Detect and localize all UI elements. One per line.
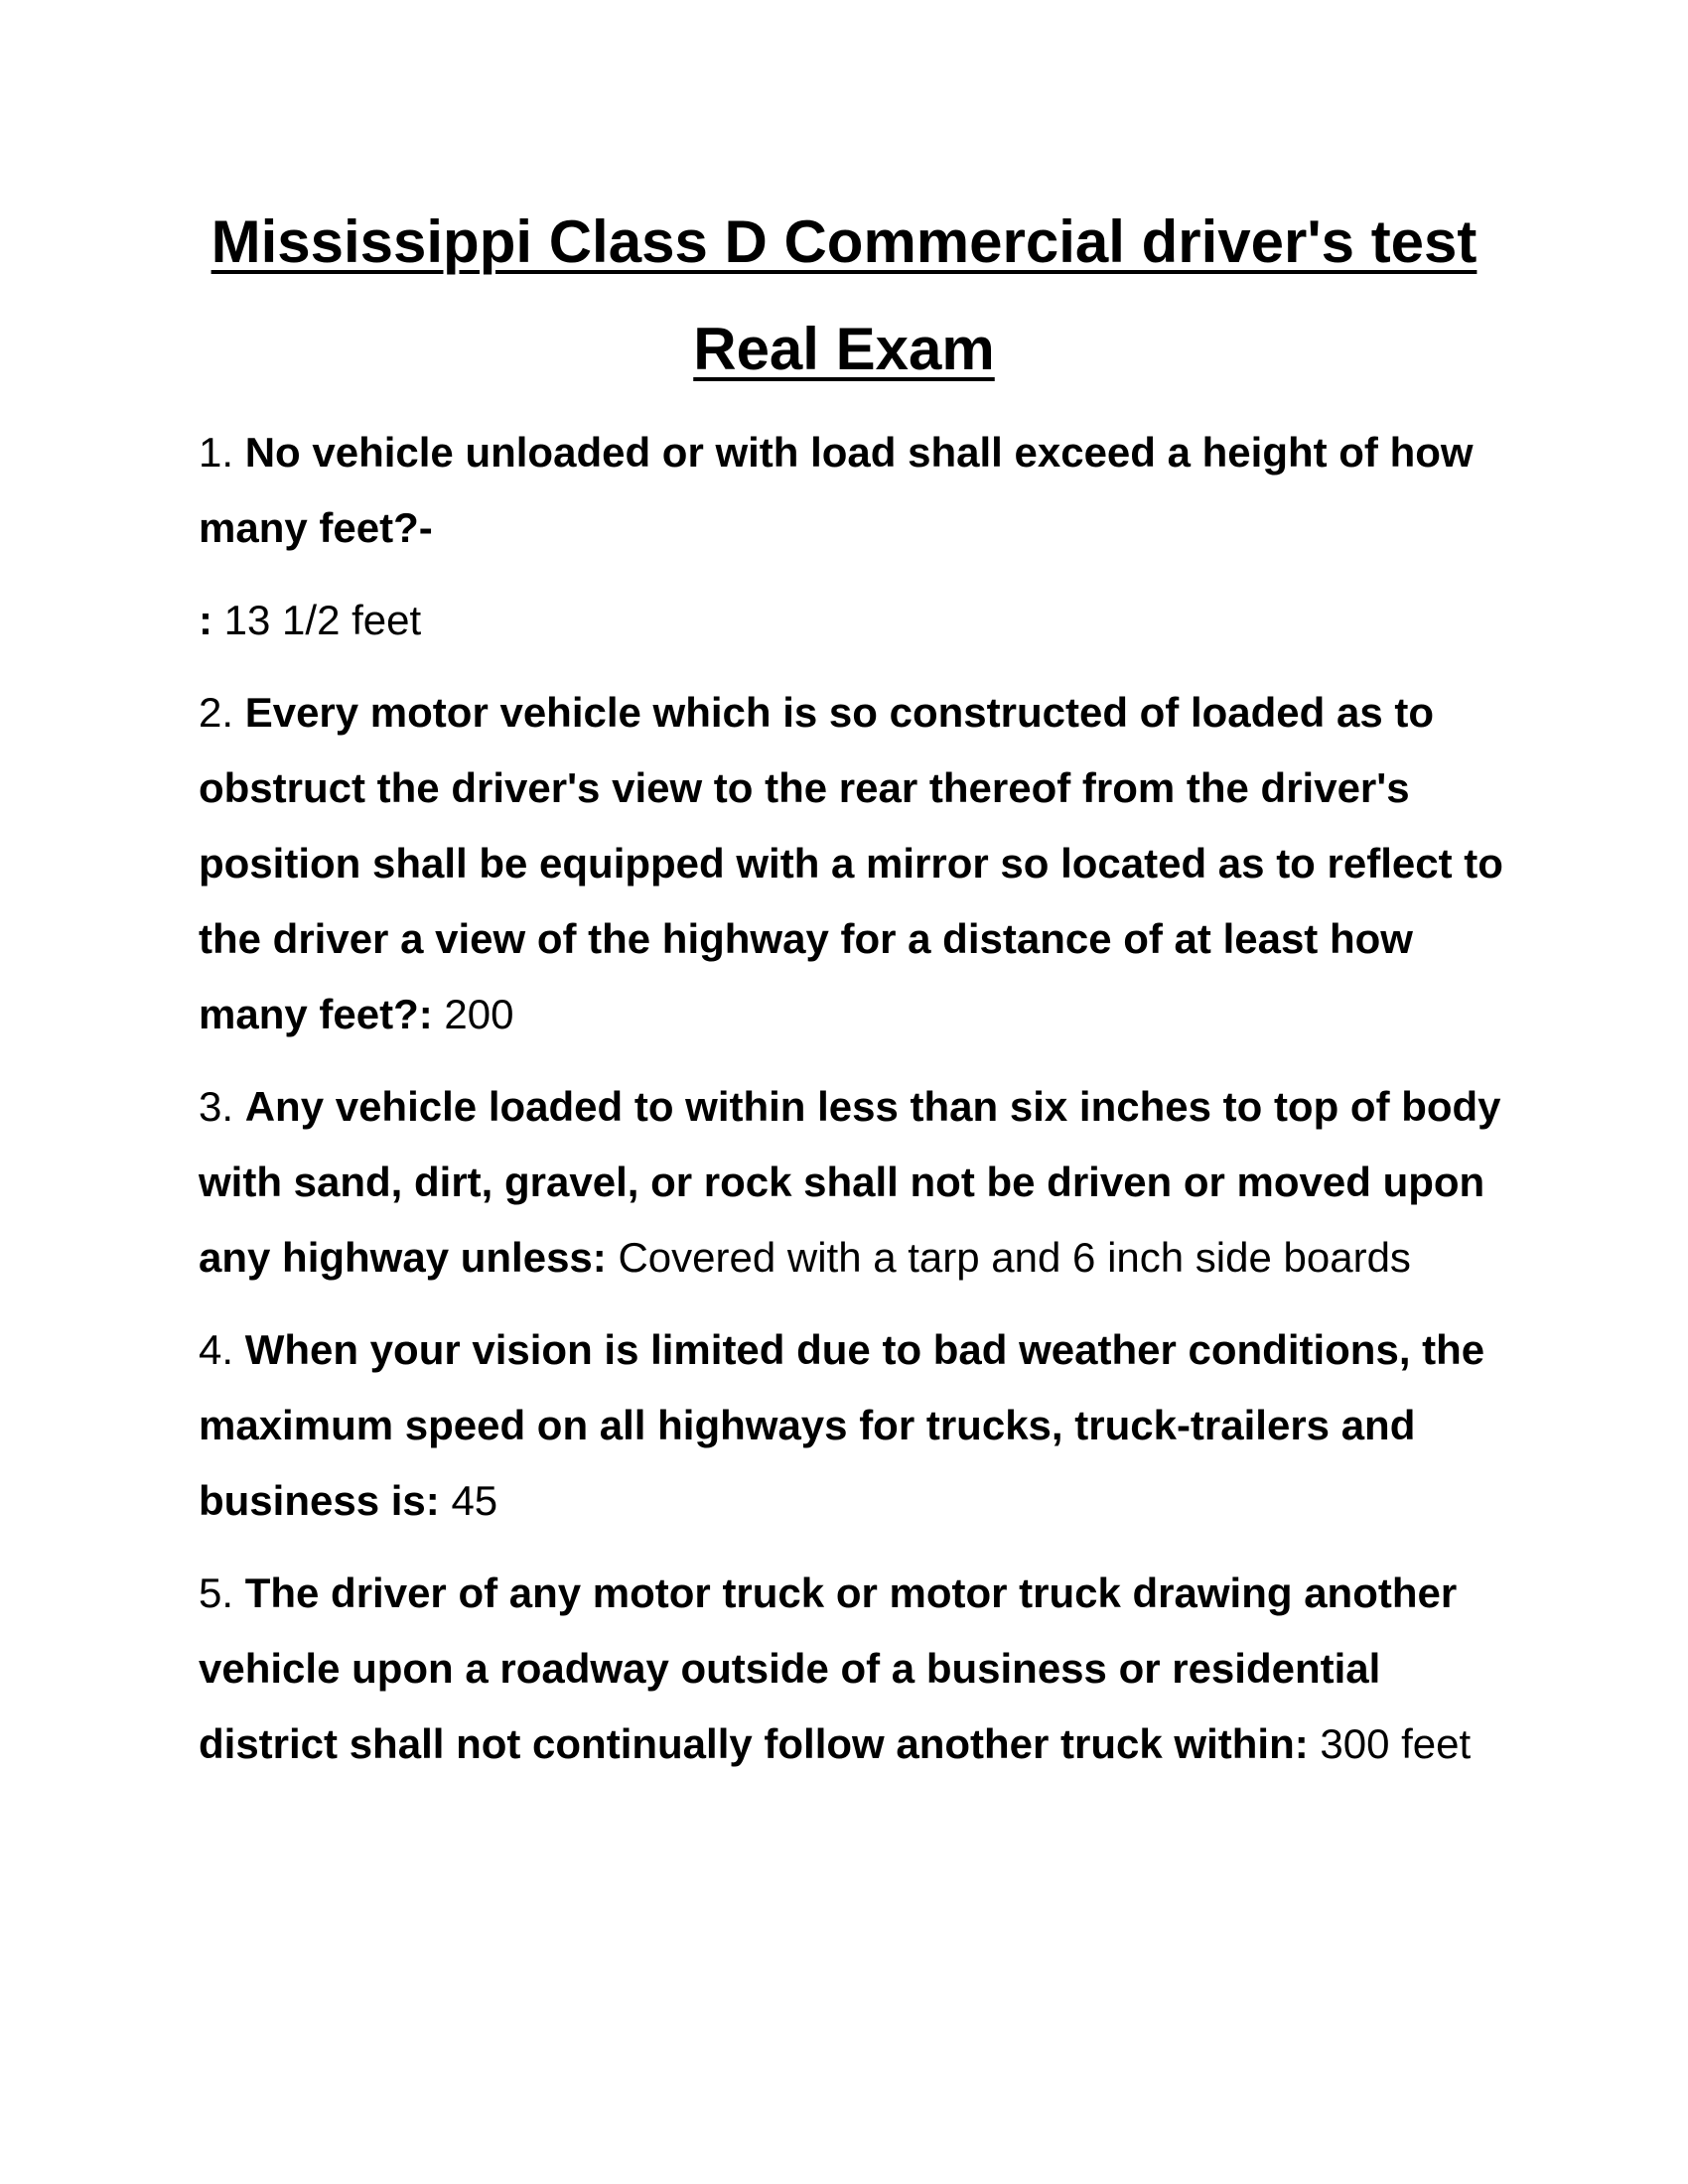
- question-5: [199, 1556, 1529, 1782]
- answer-1: [199, 583, 1529, 658]
- question-number: 5.: [199, 1570, 234, 1616]
- answer-text: Covered with a tarp and 6 inch side boards: [618, 1234, 1411, 1281]
- title-line-2: Real Exam: [693, 316, 995, 382]
- title-line-1: Mississippi Class D Commercial driver's test: [211, 208, 1477, 275]
- question-stem: When your vision is limited due to bad weather conditions, the maximum speed on all highways for trucks, truck-trailers and business is:: [199, 1326, 1485, 1524]
- question-4: [199, 1312, 1529, 1539]
- question-3: [199, 1069, 1529, 1296]
- answer-text: 13 1/2 feet: [223, 597, 422, 643]
- question-list: [199, 415, 1529, 1799]
- question-stem: Every motor vehicle which is so constructed of loaded as to obstruct the driver's view to the rear thereof from the driver's position shall be equipped with a mirror so located as to reflect to the driver a view of the highway for a distance of at least how many feet?:: [199, 689, 1503, 1037]
- answer-text: 45: [451, 1477, 498, 1524]
- question-number: 2.: [199, 689, 234, 736]
- page-title: [199, 189, 1489, 403]
- question-1: [199, 415, 1529, 566]
- question-number: 3.: [199, 1083, 234, 1130]
- question-2: [199, 675, 1529, 1052]
- question-stem: No vehicle unloaded or with load shall exceed a height of how many feet?-: [199, 429, 1474, 551]
- question-stem: The driver of any motor truck or motor truck drawing another vehicle upon a roadway outside of a business or residential district shall not continually follow another truck within:: [199, 1570, 1458, 1767]
- question-number: 4.: [199, 1326, 234, 1373]
- question-stem: Any vehicle loaded to within less than six inches to top of body with sand, dirt, gravel, or rock shall not be driven or moved upon any highway unless:: [199, 1083, 1501, 1281]
- answer-prefix: :: [199, 597, 212, 643]
- answer-text: 200: [444, 991, 514, 1037]
- question-number: 1.: [199, 429, 234, 476]
- answer-text: 300 feet: [1320, 1720, 1472, 1767]
